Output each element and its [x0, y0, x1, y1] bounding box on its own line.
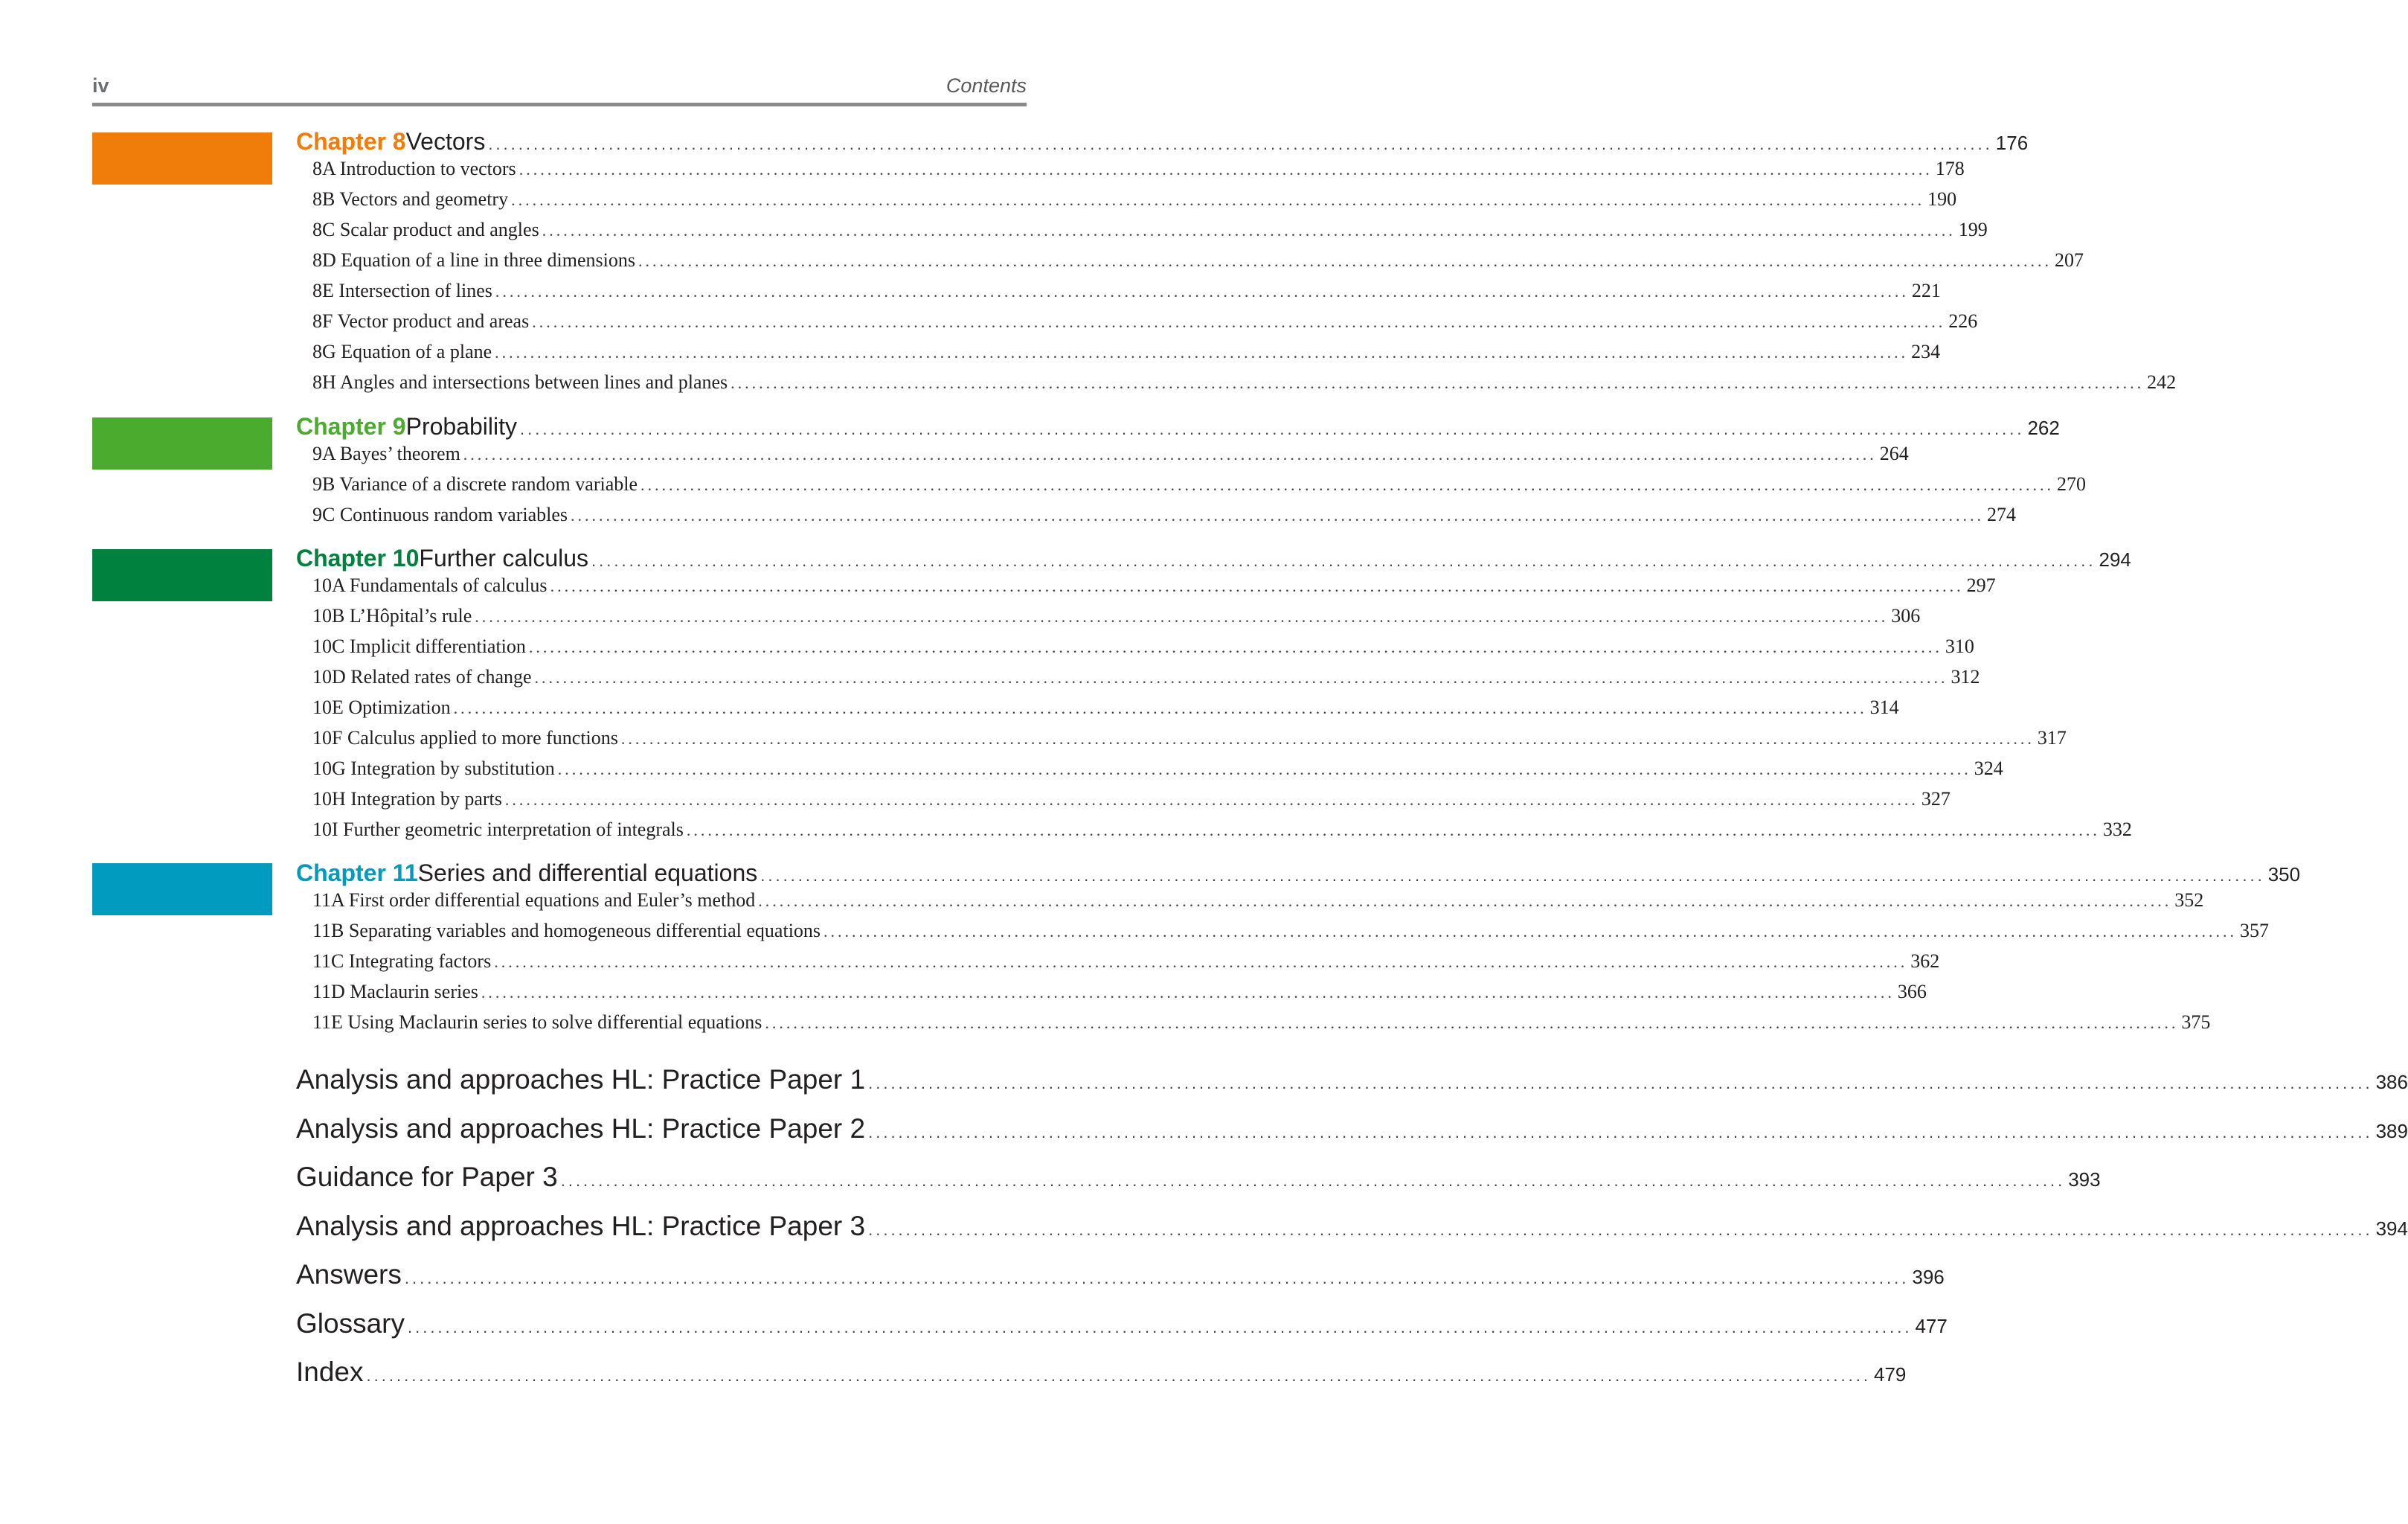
section-entry[interactable]: [296, 219, 1988, 244]
section-title: 8D Equation of a line in three dimensions: [312, 249, 635, 271]
section-title: 8F Vector product and areas: [312, 310, 530, 332]
section-entry[interactable]: [296, 666, 1980, 691]
section-title: 10E Optimization: [312, 697, 451, 718]
chapter-heading[interactable]: [296, 413, 2060, 443]
chapter-title: Further calculus: [419, 545, 589, 572]
dot-leader: ........................................................................................................................................................................................................: [542, 221, 1956, 240]
section-entry[interactable]: [296, 443, 1909, 468]
section-entry[interactable]: [296, 158, 1965, 183]
page-number: 389: [2375, 1120, 2408, 1142]
dot-leader: ........................................................................................................................................................................................................: [868, 1123, 2373, 1142]
chapter-color-block: [92, 132, 272, 185]
section-entry[interactable]: [296, 1011, 2211, 1037]
back-matter-entry[interactable]: [296, 1162, 2101, 1196]
page-number: 262: [2027, 417, 2060, 439]
page-number: 242: [2147, 371, 2177, 393]
back-matter-entry[interactable]: [296, 1113, 2408, 1147]
page-number: 479: [1873, 1363, 1907, 1386]
back-matter-title: Answers: [296, 1259, 402, 1290]
page-number: 327: [1921, 788, 1951, 810]
chapter-title: Probability: [405, 413, 517, 440]
section-title: 9C Continuous random variables: [312, 504, 568, 525]
page-number: 375: [2181, 1011, 2211, 1033]
chapter-label: Chapter 10: [296, 545, 420, 572]
dot-leader: ........................................................................................................................................................................................................: [407, 1318, 1913, 1336]
page-header: [92, 73, 1027, 106]
dot-leader: ........................................................................................................................................................................................................: [532, 313, 1946, 331]
dot-leader: ........................................................................................................................................................................................................: [518, 160, 1933, 179]
page-number: 394: [2375, 1217, 2408, 1240]
page-number: iv: [92, 74, 109, 97]
page-number: 477: [1915, 1315, 1948, 1337]
section-title: 11A First order differential equations and Euler’s method: [312, 889, 756, 911]
chapter-title: Series and differential equations: [417, 859, 758, 886]
page-number: 274: [1987, 504, 2017, 525]
section-entry[interactable]: [296, 758, 2003, 783]
chapter-heading[interactable]: [296, 128, 2029, 158]
chapter-label: Chapter 8: [296, 128, 406, 155]
dot-leader: ........................................................................................................................................................................................................: [640, 476, 2054, 494]
section-title: 10B L’Hôpital’s rule: [312, 605, 472, 627]
page-number: 207: [2054, 249, 2084, 271]
dot-leader: ........................................................................................................................................................................................................: [494, 952, 1908, 971]
dot-leader: ........................................................................................................................................................................................................: [404, 1269, 1910, 1287]
dot-leader: ........................................................................................................................................................................................................: [504, 790, 1919, 809]
section-entry[interactable]: [296, 981, 1927, 1006]
section-title: 10I Further geometric interpretation of integrals: [312, 819, 684, 840]
section-title: 8E Intersection of lines: [312, 280, 492, 301]
dot-leader: ........................................................................................................................................................................................................: [534, 668, 1948, 687]
page-number: 297: [1966, 574, 1996, 596]
section-entry[interactable]: [296, 310, 1978, 336]
back-matter-entry[interactable]: [296, 1259, 1945, 1293]
section-entry[interactable]: [296, 605, 1921, 630]
section-entry[interactable]: [296, 819, 2132, 844]
dot-leader: ........................................................................................................................................................................................................: [475, 607, 1889, 626]
dot-leader: ........................................................................................................................................................................................................: [366, 1366, 1871, 1385]
running-head: Contents: [945, 74, 1027, 97]
dot-leader: ........................................................................................................................................................................................................: [481, 983, 1895, 1002]
chapter-title: Vectors: [405, 128, 486, 155]
dot-leader: ........................................................................................................................................................................................................: [620, 729, 2035, 748]
page-number: 310: [1945, 635, 1974, 657]
chapter-label: Chapter 9: [296, 413, 406, 440]
dot-leader: ........................................................................................................................................................................................................: [731, 374, 2145, 392]
page-number: 386: [2375, 1071, 2408, 1093]
section-title: 11B Separating variables and homogeneous differential equations: [312, 920, 821, 941]
dot-leader: ........................................................................................................................................................................................................: [591, 551, 2096, 570]
section-entry[interactable]: [296, 788, 1951, 813]
page-number: 294: [2099, 548, 2131, 571]
section-title: 8C Scalar product and angles: [312, 219, 539, 240]
dot-leader: ........................................................................................................................................................................................................: [511, 190, 1925, 209]
section-title: 10F Calculus applied to more functions: [312, 727, 618, 749]
section-entry[interactable]: [296, 473, 2086, 499]
dot-leader: ........................................................................................................................................................................................................: [868, 1220, 2373, 1239]
section-title: 10C Implicit differentiation: [312, 635, 526, 657]
page-number: 226: [1948, 310, 1978, 332]
section-title: 11E Using Maclaurin series to solve differential equations: [312, 1011, 762, 1033]
page-number: 352: [2174, 889, 2204, 911]
section-entry[interactable]: [296, 341, 1941, 366]
section-entry[interactable]: [296, 249, 2084, 275]
section-title: 8G Equation of a plane: [312, 341, 492, 362]
section-title: 9B Variance of a discrete random variable: [312, 473, 638, 495]
dot-leader: ........................................................................................................................................................................................................: [520, 420, 2025, 438]
page-number: 314: [1869, 697, 1899, 718]
dot-leader: ........................................................................................................................................................................................................: [495, 343, 1909, 362]
chapter-heading[interactable]: [296, 859, 2301, 889]
dot-leader: ........................................................................................................................................................................................................: [557, 760, 1971, 778]
dot-leader: ........................................................................................................................................................................................................: [560, 1171, 2066, 1190]
page-number: 270: [2057, 473, 2086, 495]
page-number: 312: [1951, 666, 1980, 688]
dot-leader: ........................................................................................................................................................................................................: [571, 506, 1985, 525]
section-title: 11C Integrating factors: [312, 950, 492, 972]
dot-leader: ........................................................................................................................................................................................................: [528, 638, 1942, 656]
page-number: 199: [1958, 219, 1988, 240]
page-number: 324: [1974, 758, 2003, 779]
back-matter-title: Guidance for Paper 3: [296, 1162, 558, 1192]
page-number: 306: [1891, 605, 1921, 627]
back-matter-title: Glossary: [296, 1308, 405, 1339]
back-matter-title: Analysis and approaches HL: Practice Paper 3: [296, 1211, 866, 1241]
page-number: 178: [1935, 158, 1965, 179]
page-number: 234: [1911, 341, 1941, 362]
page-number: 176: [1995, 132, 2029, 154]
page-number: 264: [1879, 443, 1909, 464]
dot-leader: ........................................................................................................................................................................................................: [758, 891, 2172, 910]
section-title: 10D Related rates of change: [312, 666, 532, 688]
dot-leader: ........................................................................................................................................................................................................: [760, 866, 2265, 885]
page-number: 393: [2068, 1168, 2101, 1191]
page-number: 317: [2037, 727, 2067, 749]
page-number: 396: [1912, 1266, 1945, 1288]
back-matter-entry[interactable]: [296, 1064, 2408, 1098]
section-title: 11D Maclaurin series: [312, 981, 478, 1002]
chapter-color-block: [92, 549, 272, 601]
page-number: 190: [1927, 188, 1957, 210]
page-number: 357: [2240, 920, 2270, 941]
back-matter-entry[interactable]: [296, 1211, 2408, 1245]
section-title: 8B Vectors and geometry: [312, 188, 509, 210]
chapter-color-block: [92, 417, 272, 470]
dot-leader: ........................................................................................................................................................................................................: [638, 252, 2052, 270]
dot-leader: ........................................................................................................................................................................................................: [463, 445, 1877, 464]
section-entry[interactable]: [296, 635, 1974, 661]
dot-leader: ........................................................................................................................................................................................................: [868, 1074, 2373, 1092]
section-entry[interactable]: [296, 950, 1940, 976]
back-matter-entry[interactable]: [296, 1357, 1907, 1391]
dot-leader: ........................................................................................................................................................................................................: [488, 135, 1993, 153]
back-matter-title: Analysis and approaches HL: Practice Paper 2: [296, 1113, 866, 1144]
section-entry[interactable]: [296, 280, 1941, 305]
back-matter-entry[interactable]: [296, 1308, 1948, 1342]
page-number: 362: [1910, 950, 1940, 972]
section-entry[interactable]: [296, 188, 1957, 214]
section-entry[interactable]: [296, 889, 2204, 915]
back-matter-title: Analysis and approaches HL: Practice Paper 1: [296, 1064, 866, 1095]
section-entry[interactable]: [296, 697, 1899, 722]
dot-leader: ........................................................................................................................................................................................................: [686, 821, 2100, 839]
chapter-label: Chapter 11: [296, 859, 418, 886]
dot-leader: ........................................................................................................................................................................................................: [823, 922, 2238, 941]
dot-leader: ........................................................................................................................................................................................................: [550, 577, 1964, 595]
section-title: 10G Integration by substitution: [312, 758, 555, 779]
section-title: 10A Fundamentals of calculus: [312, 574, 548, 596]
section-title: 8H Angles and intersections between lines and planes: [312, 371, 728, 393]
dot-leader: ........................................................................................................................................................................................................: [495, 282, 1909, 301]
section-title: 9A Bayes’ theorem: [312, 443, 460, 464]
section-entry[interactable]: [296, 727, 2067, 752]
section-entry[interactable]: [296, 920, 2270, 945]
back-matter-title: Index: [296, 1357, 364, 1387]
page-number: 350: [2267, 863, 2301, 886]
page-number: 221: [1911, 280, 1941, 301]
page-number: 366: [1897, 981, 1927, 1002]
section-entry[interactable]: [296, 371, 2177, 397]
chapter-color-block: [92, 863, 272, 915]
chapter-heading[interactable]: [296, 545, 2131, 574]
section-entry[interactable]: [296, 504, 2017, 529]
page-number: 332: [2102, 819, 2132, 840]
dot-leader: ........................................................................................................................................................................................................: [765, 1014, 2179, 1032]
section-title: 8A Introduction to vectors: [312, 158, 516, 179]
dot-leader: ........................................................................................................................................................................................................: [453, 699, 1867, 717]
section-title: 10H Integration by parts: [312, 788, 502, 810]
section-entry[interactable]: [296, 574, 1996, 600]
